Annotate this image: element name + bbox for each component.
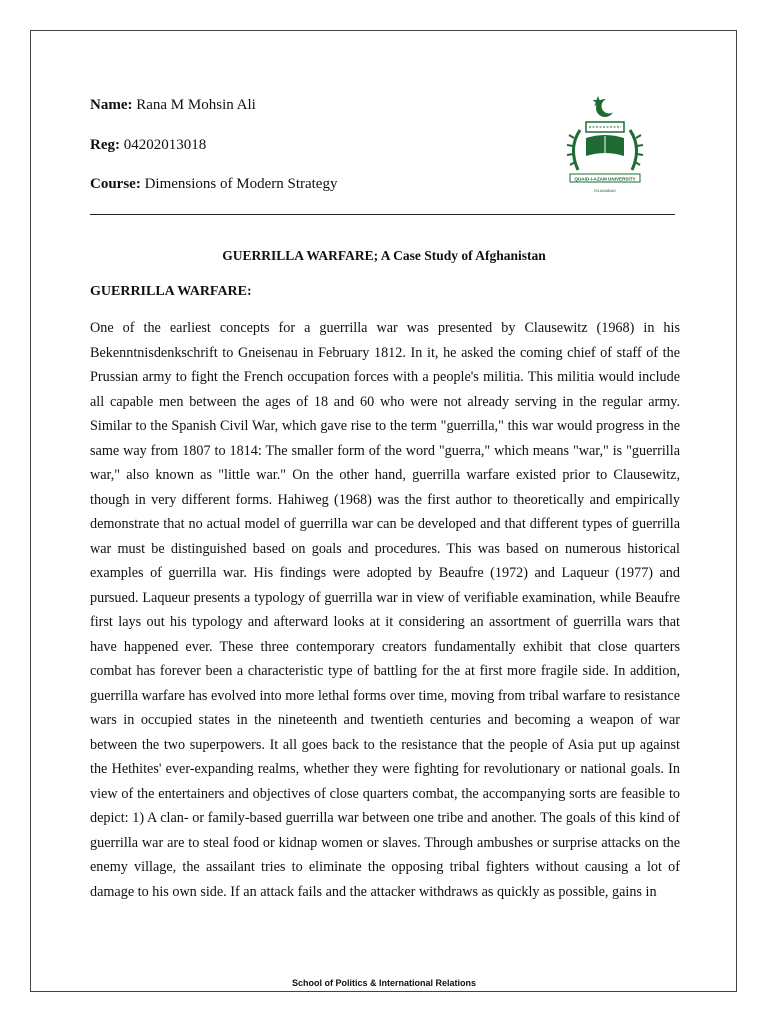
course-value: Dimensions of Modern Strategy bbox=[144, 176, 338, 192]
logo-city: ISLAMABAD bbox=[594, 189, 616, 193]
course bbox=[90, 175, 337, 193]
registration-number bbox=[90, 136, 206, 154]
section-heading: GUERRILLA WARFARE: bbox=[90, 284, 252, 299]
body-paragraph: One of the earliest concepts for a guerrilla war was presented by Clausewitz (1968) in his Bekenntnisdenkschrift to Gneisenau in February 1812. In it, he asked the coming chief of staff of the Prussian army to fight the French occupation forces with a people's militia. This militia would include all capable men between the ages of 18 and 60 who were not already serving in the regular army. Similar to the Spanish Civil War, which gave rise to the term "guerrilla," this war would progress in the same way from 1807 to 1814: The smaller form of the word "guerra," which means "war," is "guerrilla war," also known as "little war." On the other hand, guerrilla warfare existed prior to Clausewitz, though in very different forms. Hahiweg (1968) was the first author to theoretically and empirically demonstrate that no actual model of guerrilla war can be developed and that different types of guerrilla war must be distinguished based on goals and procedures. This was based on numerous historical examples of guerrilla war. His findings were adopted by Beaufre (1972) and Laqueur (1977) and pursued. Laqueur presents a typology of guerrilla war in view of verifiable examination, while Beaufre first lays out his typology and afterward looks at it considering an assortment of guerrilla wars that have happened ever. These three contemporary creators fundamentally exhibit that close quarters combat has forever been a characteristic type of battling for the at first more fragile side. In addition, guerrilla warfare has evolved into more lethal forms over time, moving from tribal warfare to resistance wars in occupied states in the nineteenth and twentieth centuries and becoming a weapon of war between the two superpowers. It all goes back to the resistance that the people of Asia put up against the Hethites' ever-expanding realms, whether they were fighting for revolutionary or national goals. In view of the entertainers and objectives of close quarters combat, the accompanying sorts are feasible to depict: 1) A clan- or family-based guerrilla war between one tribe and another. The goals of this kind of guerrilla war are to steal food or kidnap women or slaves. Through ambushes or surprise attacks on the enemy village, the assailant tries to eliminate the opposing tribal fighters without causing a lot of damage to his own side. If an attack fails and the attacker withdraws as quickly as possible, gains in bbox=[90, 320, 680, 900]
name-label: Name: bbox=[90, 97, 133, 113]
course-label: Course: bbox=[90, 176, 141, 192]
university-logo bbox=[560, 90, 650, 200]
page-footer: School of Politics & International Relations bbox=[291, 978, 477, 988]
name-value: Rana M Mohsin Ali bbox=[136, 97, 256, 113]
header-divider bbox=[90, 214, 675, 215]
reg-value: 04202013018 bbox=[123, 137, 207, 153]
document-title: GUERRILLA WARFARE; A Case Study of Afghanistan bbox=[222, 248, 546, 263]
student-name bbox=[90, 96, 256, 114]
logo-university-name: QUAID-I-AZAM UNIVERSITY bbox=[574, 176, 636, 182]
reg-label: Reg: bbox=[90, 137, 120, 153]
